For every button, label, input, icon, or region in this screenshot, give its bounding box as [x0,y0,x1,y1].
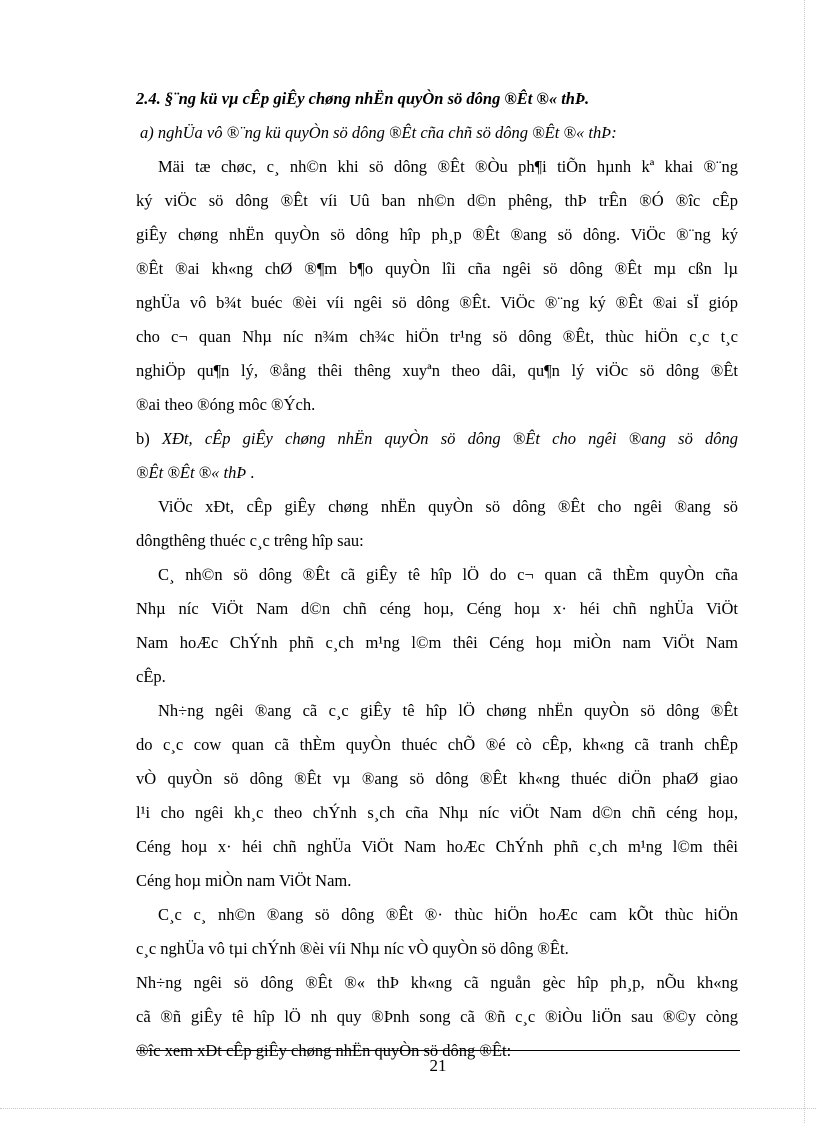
page-border-bottom [0,1108,816,1109]
page-border-right [804,0,805,1123]
page-body [136,82,738,1068]
paragraph-line: ®Êt ®ai kh«ng chØ ®¶m b¶o quyÒn lîi cña ngêi sö dông ®Êt mµ cßn lµ [136,259,738,278]
paragraph-line: do c¸c cow quan cã thÈm quyÒn thuéc chÕ ®é cò cÊp, kh«ng cã tranh chÊp [136,735,738,754]
paragraph-line: cho c¬ quan Nhµ níc n¾m ch¾c hiÖn tr¹ng sö dông ®Êt, thùc hiÖn c¸c t¸c [136,327,738,346]
paragraph-line: Nhµ níc ViÖt Nam d©n chñ céng hoµ, Céng hoµ x· héi chñ nghÜa ViÖt [136,599,738,618]
paragraph-line: Céng hoµ miÒn nam ViÖt Nam. [136,871,352,890]
paragraph-line: cÊp. [136,667,166,686]
paragraph-line: Céng hoµ x· héi chñ nghÜa ViÖt Nam hoÆc ChÝnh phñ c¸ch m¹ng l©m thêi [136,837,738,856]
paragraph-line: C¸ nh©n sö dông ®Êt cã giÊy tê hîp lÖ do c¬ quan cã thÈm quyÒn cña [158,565,738,584]
paragraph-line: giÊy chøng nhËn quyÒn sö dông hîp ph¸p ®Êt ®ang sö dông. ViÖc ®¨ng ký [136,225,738,244]
paragraph-line: vÒ quyÒn sö dông ®Êt vµ ®ang sö dông ®Êt kh«ng thuéc diÖn phaØ giao [136,769,738,788]
paragraph-line: dôngthêng thuéc c¸c trêng hîp sau: [136,531,364,550]
paragraph-line: c¸c nghÜa vô tµi chÝnh ®èi víi Nhµ níc vÒ quyÒn sö dông ®Êt. [136,939,569,958]
paragraph-line: cã ®ñ giÊy tê hîp lÖ nh quy ®Þnh song cã ®ñ c¸c ®iÒu liÖn sau ®©y còng [136,1007,738,1026]
paragraph-line: Nh÷ng ngêi ®ang cã c¸c giÊy tê hîp lÖ chøng nhËn quyÒn sö dông ®Êt [158,701,738,720]
page-number: 21 [429,1056,447,1075]
paragraph-line: nghÜa vô b¾t buéc ®èi víi ngêi sö dông ®Êt. ViÖc ®¨ng ký ®Êt ®ai sÏ gióp [136,293,738,312]
subheading-a: a) nghÜa vô ®¨ng kü quyÒn sö dông ®Êt cña chñ sö dông ®Êt ®« thÞ: [140,123,617,142]
subheading-b-prefix: b) [136,429,150,448]
paragraph-line: ký viÖc sö dông ®Êt víi Uû ban nh©n d©n phêng, thÞ trÊn ®Ó ®îc cÊp [136,191,738,210]
paragraph-line: C¸c c¸ nh©n ®ang sö dông ®Êt ®· thùc hiÖn hoÆc cam kÕt thùc hiÖn [158,905,738,924]
footer-divider [136,1050,740,1051]
paragraph-line: Nam hoÆc ChÝnh phñ c¸ch m¹ng l©m thêi Céng hoµ miÒn nam ViÖt Nam [136,633,738,652]
subheading-b-continued: ®Êt ®Êt ®« thÞ . [136,463,255,482]
paragraph-line: ®ai theo ®óng môc ®Ých. [136,395,316,414]
paragraph-line: ®îc xem xÐt cÊp giÊy chøng nhËn quyÒn sö dông ®Êt: [136,1041,512,1060]
paragraph-line: Nh÷ng ngêi sö dông ®Êt ®« thÞ kh«ng cã nguån gèc hîp ph¸p, nÕu kh«ng [136,973,738,992]
subheading-b-text: XÐt, cÊp giÊy chøng nhËn quyÒn sö dông ®Êt cho ngêi ®ang sö dông [161,429,738,448]
paragraph-line: l¹i cho ngêi kh¸c theo chÝnh s¸ch cña Nhµ níc viÖt Nam d©n chñ céng hoµ, [136,803,738,822]
section-heading: 2.4. §¨ng kü vµ cÊp giÊy chøng nhËn quyÒn sö dông ®Êt ®« thÞ. [136,89,590,108]
paragraph-line: Mäi tæ chøc, c¸ nh©n khi sö dông ®Êt ®Òu ph¶i tiÕn hµnh kª khai ®¨ng [158,157,738,176]
subheading-b [136,422,738,456]
paragraph-line: ViÖc xÐt, cÊp giÊy chøng nhËn quyÒn sö dông ®Êt cho ngêi ®ang sö [158,497,738,516]
paragraph-line: nghiÖp qu¶n lý, ®ång thêi thêng xuyªn theo dâi, qu¶n lý viÖc sö dông ®Êt [136,361,738,380]
